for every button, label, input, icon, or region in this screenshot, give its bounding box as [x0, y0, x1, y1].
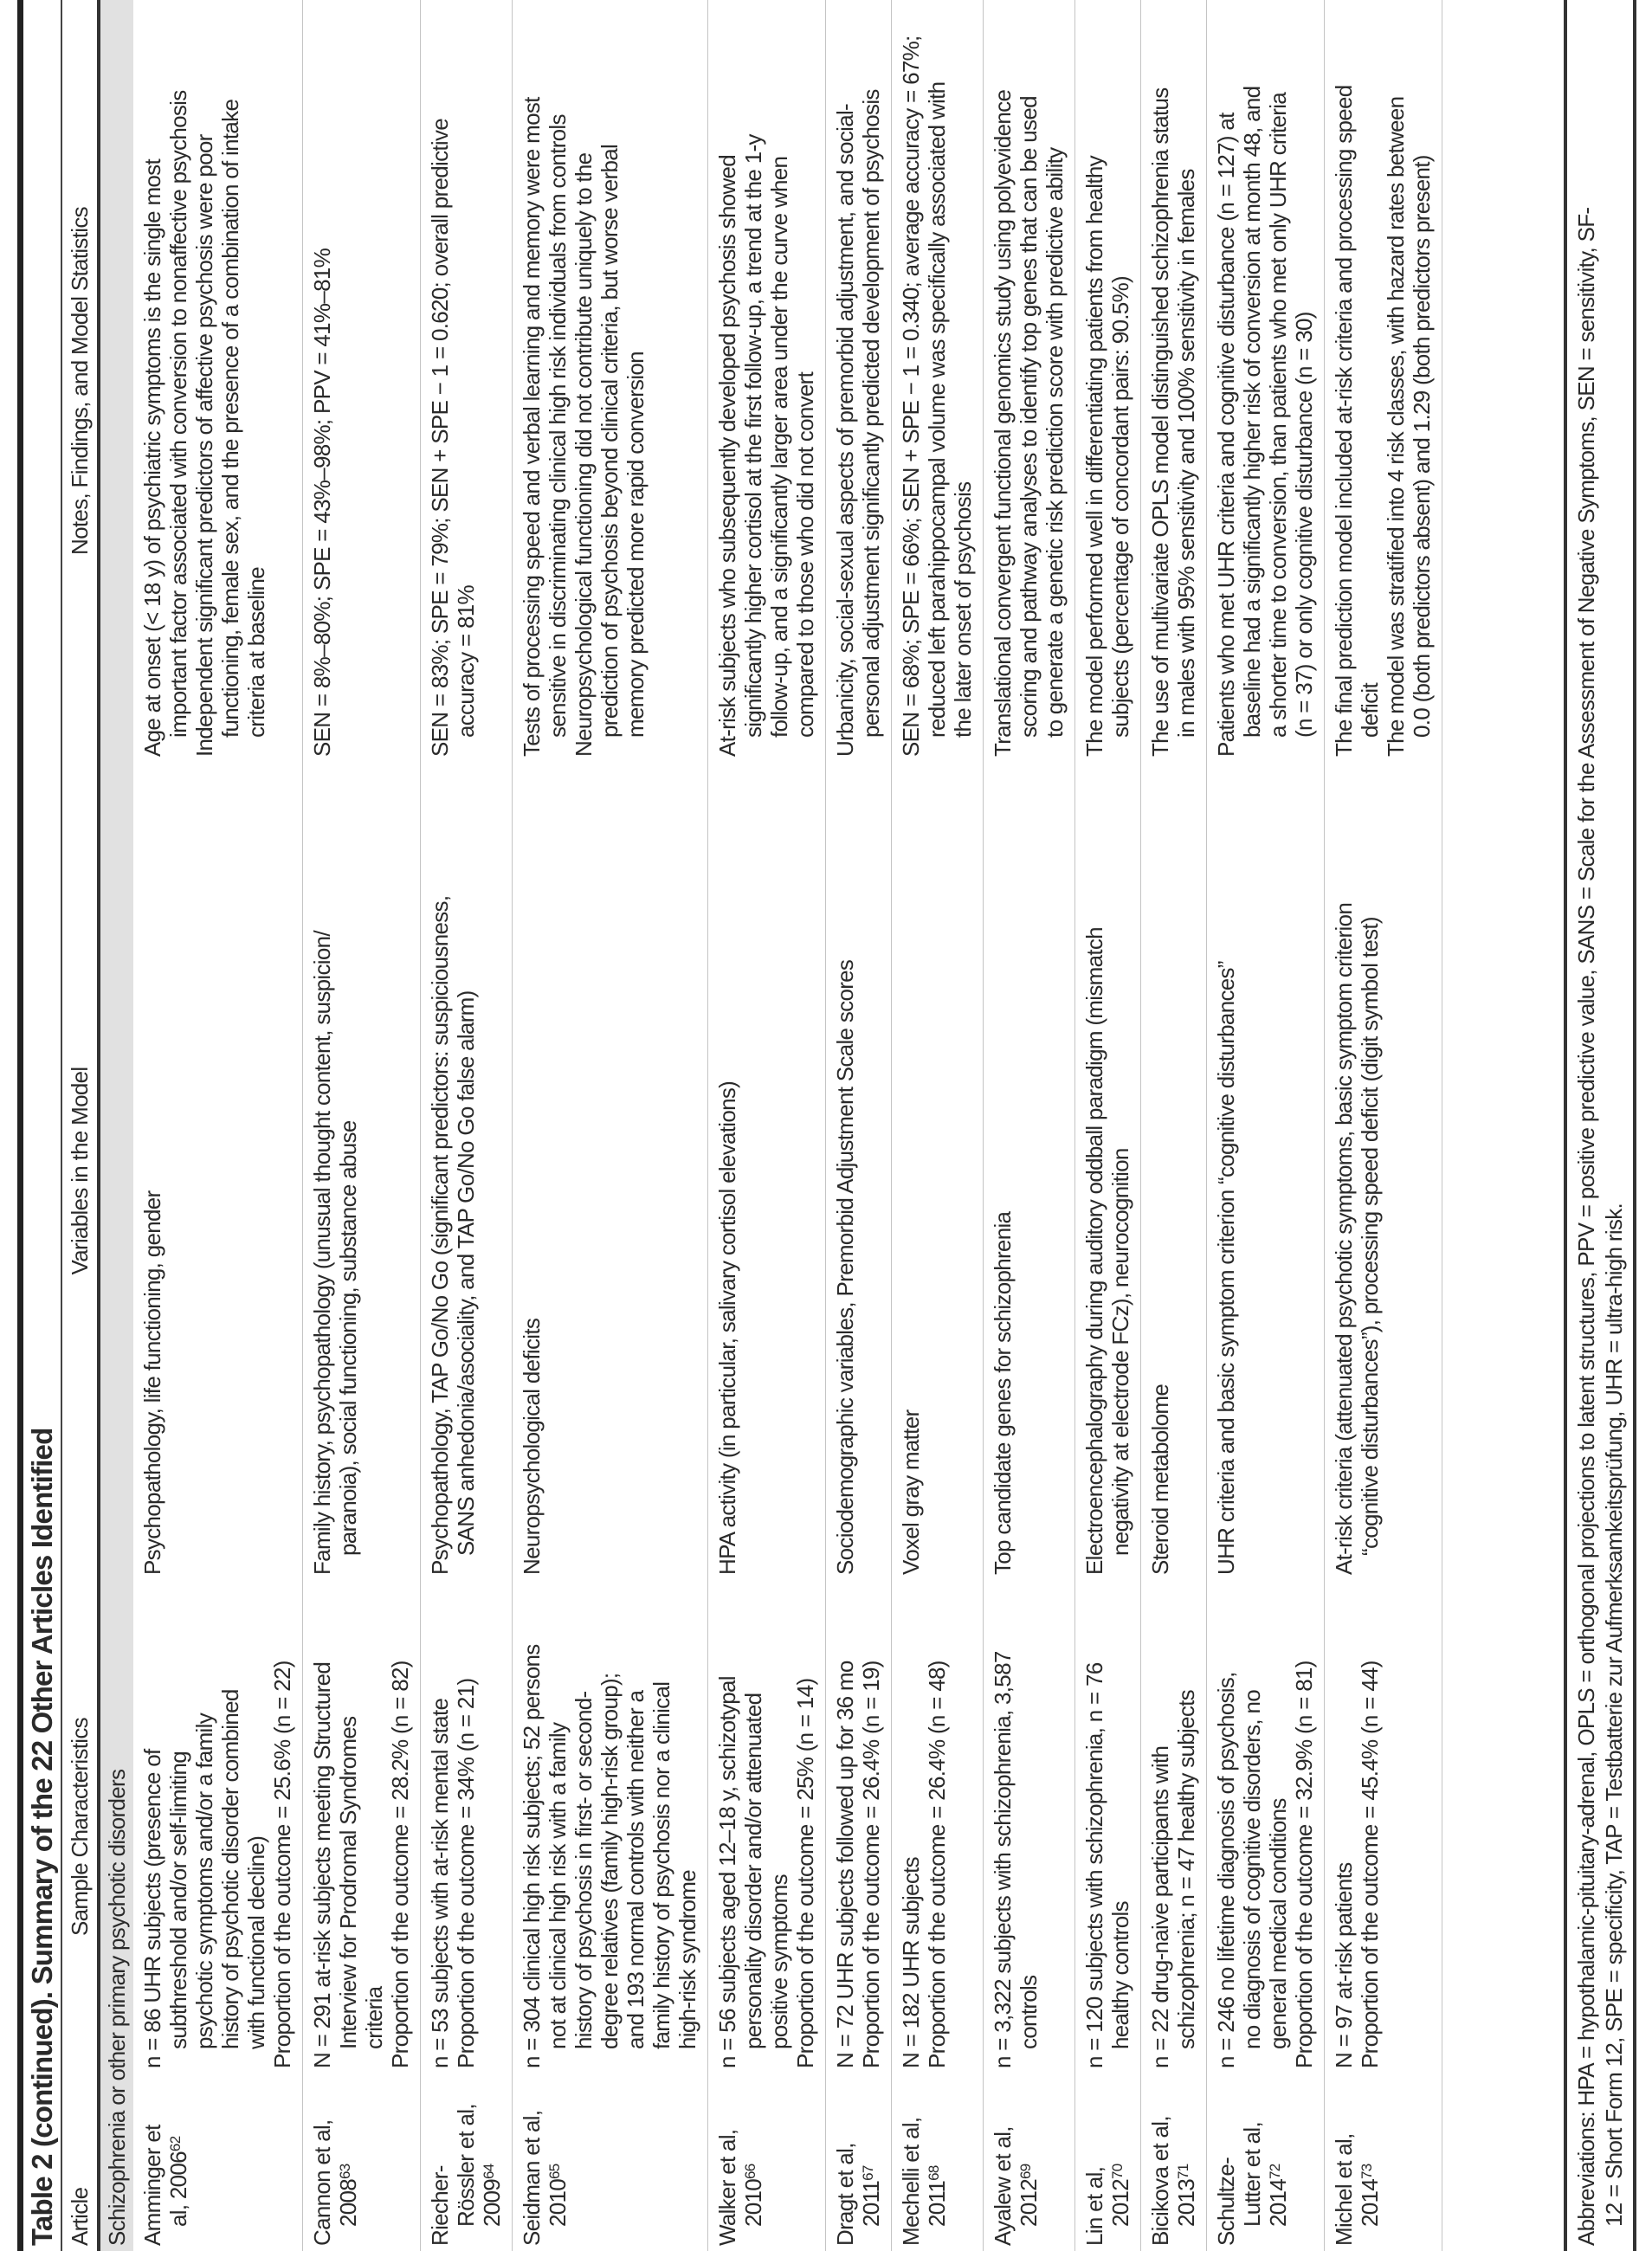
sample-paragraph: [519, 1585, 700, 2068]
notes-line: Independent significant predictors of affective psychosis were poor: [191, 134, 217, 757]
article-line: [479, 2079, 505, 2246]
variables-paragraph: [898, 767, 924, 1575]
variables-paragraph: [309, 767, 361, 1575]
notes-paragraph: [571, 5, 649, 757]
notes-line: At-risk subjects who subsequently developed psychosis showed: [714, 154, 740, 757]
sample-line: criteria: [361, 1986, 387, 2049]
notes-line: SEN = 68%; SPE = 66%; SEN + SPE − 1 = 0.340; average accuracy = 67%;: [898, 35, 924, 757]
variables-cell: [421, 762, 513, 1580]
variables-cell: [1207, 762, 1325, 1580]
article-text: 2011: [924, 2180, 950, 2227]
article-line: [519, 2079, 545, 2246]
notes-line: Urbanicity, social-sexual aspects of premorbid adjustment, and social-: [832, 104, 858, 757]
sample-cell: [1141, 1580, 1207, 2074]
notes-paragraph: [519, 5, 571, 757]
table-row: [303, 0, 421, 2251]
article-cell: [1075, 2074, 1141, 2251]
variables-line: “cognitive disturbances”), processing speed deficit (digit symbol test): [1357, 917, 1383, 1556]
article-text: 2010: [740, 2178, 766, 2227]
article-line: [1239, 2079, 1265, 2246]
article-text: Riecher-: [427, 2165, 453, 2246]
notes-cell: [421, 0, 513, 762]
article-line: [924, 2079, 950, 2246]
variables-paragraph: [1213, 767, 1239, 1575]
article-line: [1213, 2079, 1239, 2246]
sample-line: controls: [1016, 1975, 1042, 2049]
variables-line: paranoia), social functioning, substance abuse: [335, 1120, 361, 1556]
reference-number: 64: [481, 2164, 497, 2179]
notes-paragraph: [1331, 5, 1383, 757]
article-line: [309, 2079, 335, 2246]
article-text: al, 2006: [165, 2151, 191, 2227]
table-row: [1325, 0, 1442, 2251]
article-line: [335, 2079, 361, 2246]
variables-cell: [133, 762, 303, 1580]
article-text: 2014: [1265, 2178, 1291, 2227]
notes-line: prediction of psychosis beyond clinical criteria, but worse verbal: [597, 144, 623, 738]
article-line: [714, 2079, 740, 2246]
sample-line: family history of psychosis nor a clinical: [649, 1681, 674, 2049]
article-text: 2012: [1107, 2178, 1133, 2227]
article-text: Dragt et al,: [832, 2143, 858, 2246]
sample-line: n = 53 subjects with at-risk mental state: [427, 1698, 453, 2068]
table-row: [708, 0, 826, 2251]
article-line: [858, 2079, 884, 2246]
sample-line: general medical conditions: [1265, 1798, 1291, 2049]
notes-line: memory predicted more rapid conversion: [623, 352, 649, 738]
article-cell: [892, 2074, 984, 2251]
table-row: [1075, 0, 1141, 2251]
reference-number: 69: [1017, 2164, 1034, 2179]
article-line: [990, 2079, 1016, 2246]
sample-paragraph: [1147, 1585, 1199, 2068]
sample-line: N = 72 UHR subjects followed up for 36 mo: [832, 1661, 858, 2068]
sample-line: N = 182 UHR subjects: [898, 1857, 924, 2068]
variables-cell: [303, 762, 421, 1580]
summary-table: [61, 0, 1442, 2251]
notes-paragraph: [1081, 5, 1133, 757]
notes-cell: [1141, 0, 1207, 762]
article-text: Cannon et al,: [309, 2119, 335, 2246]
variables-paragraph: [1081, 767, 1133, 1575]
article-line: [832, 2079, 858, 2246]
notes-paragraph: [191, 5, 269, 757]
notes-line: scoring and pathway analyses to identify top genes that can be used: [1016, 96, 1042, 738]
article-cell: [826, 2074, 892, 2251]
sample-line: N = 291 at-risk subjects meeting Structured: [309, 1661, 335, 2068]
sample-line: Interview for Prodromal Syndromes: [335, 1716, 361, 2049]
notes-paragraph: [1383, 5, 1435, 757]
notes-paragraph: [898, 5, 976, 757]
reference-number: 73: [1358, 2164, 1375, 2179]
notes-paragraph: [714, 5, 818, 757]
sample-line: n = 246 no lifetime diagnosis of psychosis,: [1213, 1672, 1239, 2068]
variables-line: Psychopathology, TAP Go/No Go (significant predictors: suspiciousness,: [427, 895, 453, 1575]
notes-line: 0.0 (both predictors absent) and 1.29 (both predictors present): [1409, 155, 1435, 738]
variables-paragraph: [1331, 767, 1383, 1575]
article-line: [898, 2079, 924, 2246]
notes-cell: [303, 0, 421, 762]
article-text: Rössler et al,: [453, 2104, 479, 2227]
variables-line: Family history, psychopathology (unusual thought content, suspicion/: [309, 931, 335, 1575]
article-text: Bicikova et al,: [1147, 2116, 1173, 2246]
column-header-sample: Sample Characteristics: [61, 1580, 99, 2074]
sample-line: subthreshold and/or self-limiting: [165, 1751, 191, 2049]
sample-paragraph: [924, 1585, 950, 2068]
variables-cell: [826, 762, 892, 1580]
article-text: 2011: [858, 2180, 884, 2227]
article-text: Walker et al,: [714, 2129, 740, 2246]
sample-line: n = 56 subjects aged 12–18 y, schizotypal: [714, 1676, 740, 2068]
article-text: 2009: [479, 2178, 505, 2227]
sample-cell: [303, 1580, 421, 2074]
notes-line: Age at onset (< 18 y) of psychiatric symptoms is the single most: [139, 158, 165, 757]
notes-cell: [892, 0, 984, 762]
sample-line: positive symptoms: [766, 1874, 792, 2049]
notes-paragraph: [309, 5, 335, 757]
sample-cell: [133, 1580, 303, 2074]
section-row: [99, 0, 133, 2251]
article-line: [545, 2079, 571, 2246]
notes-paragraph: [1147, 5, 1199, 757]
notes-cell: [1207, 0, 1325, 762]
notes-paragraph: [1213, 5, 1317, 757]
reference-number: 67: [860, 2165, 876, 2181]
sample-line: schizophrenia; n = 47 healthy subjects: [1173, 1690, 1199, 2049]
sample-paragraph: [453, 1585, 479, 2068]
sample-paragraph: [269, 1585, 295, 2068]
sample-paragraph: [990, 1585, 1042, 2068]
notes-line: The use of multivariate OPLS model distinguished schizophrenia status: [1147, 87, 1173, 757]
variables-paragraph: [990, 767, 1016, 1575]
article-cell: [1141, 2074, 1207, 2251]
article-line: [1265, 2079, 1291, 2246]
sample-line: psychotic symptoms and/or a family: [191, 1712, 217, 2049]
sample-paragraph: [714, 1585, 792, 2068]
variables-line: Sociodemographic variables, Premorbid Adjustment Scale scores: [832, 959, 858, 1575]
notes-line: baseline had a significantly higher risk of conversion at month 48, and: [1239, 86, 1265, 738]
sample-paragraph: [1357, 1585, 1383, 2068]
notes-cell: [708, 0, 826, 762]
notes-paragraph: [139, 5, 191, 757]
sample-paragraph: [832, 1585, 858, 2068]
variables-line: Electroencephalography during auditory oddball paradigm (mismatch: [1081, 927, 1107, 1575]
notes-cell: [513, 0, 708, 762]
notes-line: to generate a genetic risk prediction score with predictive ability: [1042, 147, 1068, 738]
article-text: Michel et al,: [1331, 2133, 1357, 2246]
variables-cell: [984, 762, 1075, 1580]
sample-cell: [708, 1580, 826, 2074]
sample-paragraph: [1291, 1585, 1317, 2068]
table-row: [513, 0, 708, 2251]
article-text: 2008: [335, 2178, 361, 2227]
variables-cell: [1325, 762, 1442, 1580]
variables-line: Psychopathology, life functioning, gender: [139, 1190, 165, 1575]
sample-paragraph: [898, 1585, 924, 2068]
notes-cell: [1075, 0, 1141, 762]
sample-line: Proportion of the outcome = 26.4% (n = 19): [858, 1661, 884, 2068]
article-cell: [708, 2074, 826, 2251]
sample-line: Proportion of the outcome = 45.4% (n = 44): [1357, 1661, 1383, 2068]
notes-line: follow-up, and a significantly larger area under the curve when: [766, 156, 792, 738]
table-row: [826, 0, 892, 2251]
header-row: [61, 0, 99, 2251]
article-line: [1173, 2079, 1199, 2246]
sample-paragraph: [427, 1585, 453, 2068]
article-text: Lin et al,: [1081, 2166, 1107, 2246]
variables-line: Neuropsychological deficits: [519, 1318, 545, 1575]
variables-paragraph: [519, 767, 545, 1575]
notes-cell: [133, 0, 303, 762]
article-line: [139, 2079, 165, 2246]
column-header-article: Article: [61, 2074, 99, 2251]
notes-line: compared to those who did not convert: [792, 371, 818, 738]
variables-line: Steroid metabolome: [1147, 1383, 1173, 1575]
notes-line: sensitive in discriminating clinical high risk individuals from controls: [545, 114, 571, 738]
notes-line: Translational convergent functional genomics study using polyevidence: [990, 89, 1016, 757]
abbreviations-line: Abbreviations: HPA = hypothalamic-pituitary-adrenal, OPLS = orthogonal projections to latent structures, PPV = positive predictive value, SANS = Scale for the Assessment of Negative Symptoms, SEN = sensitivity, SF-: [1573, 207, 1599, 2246]
variables-paragraph: [427, 767, 479, 1575]
sample-paragraph: [1331, 1585, 1357, 2068]
sample-line: Proportion of the outcome = 32.9% (n = 81): [1291, 1661, 1317, 2068]
section-label: Schizophrenia or other primary psychotic disorders: [99, 0, 133, 2251]
sample-paragraph: [309, 1585, 387, 2068]
sample-line: Proportion of the outcome = 28.2% (n = 82): [387, 1661, 413, 2068]
reference-number: 68: [926, 2165, 942, 2181]
variables-cell: [708, 762, 826, 1580]
sample-paragraph: [1213, 1585, 1291, 2068]
sample-paragraph: [792, 1585, 818, 2068]
sample-line: no diagnosis of cognitive disorders, no: [1239, 1690, 1265, 2049]
article-line: [1016, 2079, 1042, 2246]
article-line: [1107, 2079, 1133, 2246]
notes-line: The model was stratified into 4 risk classes, with hazard rates between: [1383, 96, 1409, 757]
column-header-notes: Notes, Findings, and Model Statistics: [61, 0, 99, 762]
notes-line: criteria at baseline: [243, 567, 269, 738]
variables-cell: [1141, 762, 1207, 1580]
sample-line: Proportion of the outcome = 34% (n = 21): [453, 1678, 479, 2068]
variables-cell: [1075, 762, 1141, 1580]
notes-line: deficit: [1357, 682, 1383, 738]
notes-line: Neuropsychological functioning did not contribute uniquely to the: [571, 152, 597, 757]
sample-line: n = 86 UHR subjects (presence of: [139, 1749, 165, 2068]
notes-line: accuracy = 81%: [453, 585, 479, 738]
article-text: 2012: [1016, 2178, 1042, 2227]
table-row: [892, 0, 984, 2251]
article-line: [453, 2079, 479, 2246]
notes-line: The model performed well in differentiating patients from healthy: [1081, 156, 1107, 757]
notes-paragraph: [427, 5, 479, 757]
table-row: [1207, 0, 1325, 2251]
article-line: [1147, 2079, 1173, 2246]
sample-cell: [984, 1580, 1075, 2074]
sample-cell: [513, 1580, 708, 2074]
sample-line: history of psychotic disorder combined: [217, 1689, 243, 2049]
reference-number: 66: [742, 2164, 758, 2179]
table-title: Table 2 (continued). Summary of the 22 Other Articles Identified: [17, 0, 52, 2251]
column-header-variables: Variables in the Model: [61, 762, 99, 1580]
table-row: [1141, 0, 1207, 2251]
variables-paragraph: [832, 767, 858, 1575]
notes-cell: [1325, 0, 1442, 762]
sample-line: Proportion of the outcome = 26.4% (n = 48): [924, 1661, 950, 2068]
sample-line: N = 97 at-risk patients: [1331, 1862, 1357, 2068]
notes-line: reduced left parahippocampal volume was specifically associated with: [924, 81, 950, 738]
notes-paragraph: [832, 5, 884, 757]
article-text: 2014: [1357, 2178, 1383, 2227]
variables-cell: [513, 762, 708, 1580]
variables-cell: [892, 762, 984, 1580]
table-row: [984, 0, 1075, 2251]
sample-cell: [826, 1580, 892, 2074]
article-line: [1081, 2079, 1107, 2246]
article-text: Schultze-: [1213, 2157, 1239, 2246]
article-text: Mechelli et al,: [898, 2117, 924, 2246]
sample-line: healthy controls: [1107, 1901, 1133, 2049]
article-cell: [1325, 2074, 1442, 2251]
article-cell: [984, 2074, 1075, 2251]
sample-line: and 193 normal controls with neither a: [623, 1690, 649, 2049]
sample-paragraph: [387, 1585, 413, 2068]
variables-paragraph: [1147, 767, 1173, 1575]
reference-number: 70: [1109, 2164, 1126, 2179]
variables-line: SANS anhedonia/asociality, and TAP Go/No Go false alarm): [453, 990, 479, 1556]
reference-number: 63: [337, 2164, 353, 2179]
sample-line: n = 304 clinical high risk subjects; 52 persons: [519, 1644, 545, 2068]
reference-number: 72: [1267, 2164, 1283, 2179]
notes-line: (n = 37) or only cognitive disturbance (n = 30): [1291, 312, 1317, 738]
notes-line: Tests of processing speed and verbal learning and memory were most: [519, 97, 545, 757]
notes-line: The final prediction model included at-risk criteria and processing speed: [1331, 85, 1357, 757]
reference-number: 65: [546, 2164, 563, 2179]
sample-cell: [1075, 1580, 1141, 2074]
notes-line: SEN = 8%–80%; SPE = 43%–98%; PPV = 41%–81%: [309, 248, 335, 757]
sample-cell: [1325, 1580, 1442, 2074]
variables-line: HPA activity (in particular, salivary cortisol elevations): [714, 1080, 740, 1575]
article-cell: [513, 2074, 708, 2251]
notes-cell: [826, 0, 892, 762]
sample-paragraph: [1081, 1585, 1133, 2068]
variables-paragraph: [714, 767, 740, 1575]
notes-paragraph: [990, 5, 1068, 757]
article-text: 2013: [1173, 2178, 1199, 2227]
sample-line: Proportion of the outcome = 25% (n = 14): [792, 1678, 818, 2068]
article-line: [165, 2079, 191, 2246]
variables-line: Voxel gray matter: [898, 1409, 924, 1575]
variables-paragraph: [139, 767, 165, 1575]
sample-line: n = 120 subjects with schizophrenia, n = 76: [1081, 1662, 1107, 2068]
article-line: [427, 2079, 453, 2246]
article-cell: [133, 2074, 303, 2251]
notes-cell: [984, 0, 1075, 762]
sample-line: with functional decline): [243, 1835, 269, 2049]
variables-line: UHR criteria and basic symptom criterion “cognitive disturbances”: [1213, 961, 1239, 1575]
notes-line: functioning, female sex, and the presence of a combination of intake: [217, 99, 243, 738]
sample-line: degree relatives (family high-risk group);: [597, 1673, 623, 2049]
article-line: [1331, 2079, 1357, 2246]
notes-line: a shorter time to conversion, than patients who met only UHR criteria: [1265, 92, 1291, 738]
variables-line: Top candidate genes for schizophrenia: [990, 1211, 1016, 1575]
sample-paragraph: [139, 1585, 269, 2068]
notes-line: SEN = 83%; SPE = 79%; SEN + SPE − 1 = 0.620; overall predictive: [427, 118, 453, 757]
sample-line: not at clinical high risk with a family: [545, 1722, 571, 2049]
variables-line: At-risk criteria (attenuated psychotic symptoms, basic symptom criterion: [1331, 902, 1357, 1575]
sample-line: n = 22 drug-naive participants with: [1147, 1745, 1173, 2068]
sample-line: n = 3,322 subjects with schizophrenia, 3,587: [990, 1651, 1016, 2068]
article-cell: [421, 2074, 513, 2251]
article-text: Amminger et: [139, 2125, 165, 2246]
notes-line: significantly higher cortisol at the first follow-up, a trend at the 1-y: [740, 134, 766, 738]
article-line: [1357, 2079, 1383, 2246]
reference-number: 62: [167, 2136, 184, 2152]
article-line: [740, 2079, 766, 2246]
notes-line: the later onset of psychosis: [950, 481, 976, 738]
article-cell: [1207, 2074, 1325, 2251]
sample-cell: [1207, 1580, 1325, 2074]
notes-line: Patients who met UHR criteria and cognitive disturbance (n = 127) at: [1213, 113, 1239, 757]
article-text: 2010: [545, 2178, 571, 2227]
abbreviations-line: 12 = Short Form 12, SPE = specificity, TAP = Testbatterie zur Aufmerksamkeitsprüfung, UHR = ultra-high risk.: [1601, 1203, 1627, 2227]
notes-line: important factor associated with conversion to nonaffective psychosis: [165, 90, 191, 738]
sample-line: history of psychosis in first- or second-: [571, 1691, 597, 2049]
sample-line: Proportion of the outcome = 25.6% (n = 22): [269, 1661, 295, 2068]
notes-line: personal adjustment significantly predicted development of psychosis: [858, 89, 884, 738]
article-text: Seidman et al,: [519, 2110, 545, 2246]
reference-number: 71: [1175, 2164, 1191, 2179]
article-text: Ayalew et al,: [990, 2126, 1016, 2246]
article-cell: [303, 2074, 421, 2251]
variables-line: negativity at electrode FCz), neurocognition: [1107, 1148, 1133, 1556]
sample-cell: [892, 1580, 984, 2074]
notes-line: subjects (percentage of concordant pairs: 90.5%): [1107, 276, 1133, 738]
article-text: Lutter et al,: [1239, 2122, 1265, 2227]
sample-line: high-risk syndrome: [674, 1869, 700, 2049]
table-row: [421, 0, 513, 2251]
table-row: [133, 0, 303, 2251]
notes-line: in males with 95% sensitivity and 100% sensitivity in females: [1173, 169, 1199, 738]
sample-paragraph: [858, 1585, 884, 2068]
sample-cell: [421, 1580, 513, 2074]
abbreviations-footnote: [1564, 0, 1636, 2251]
sample-line: personality disorder and/or attenuated: [740, 1693, 766, 2049]
